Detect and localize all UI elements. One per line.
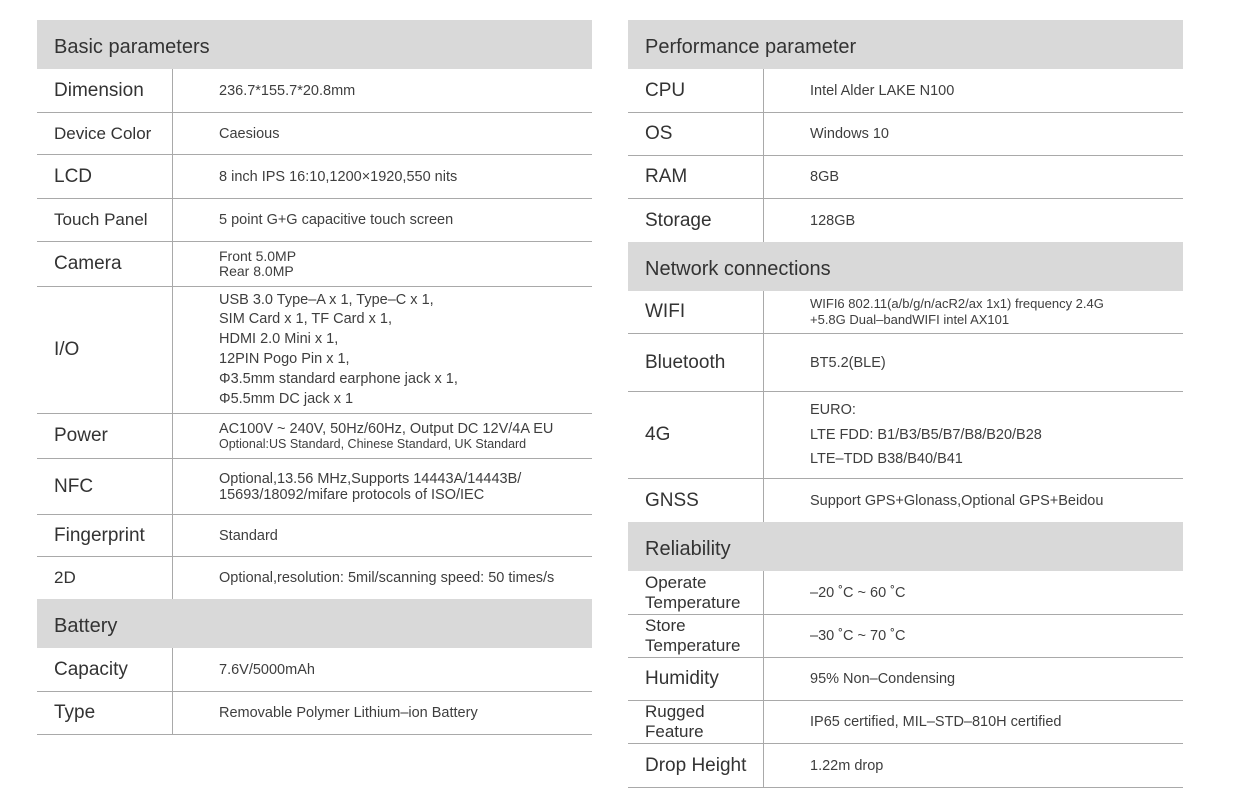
- section-header-performance-parameter: Performance parameter: [628, 20, 1183, 69]
- spec-label: I/O: [37, 287, 173, 413]
- spec-value: USB 3.0 Type–A x 1, Type–C x 1, SIM Card x 1, TF Card x 1, HDMI 2.0 Mini x 1, 12PIN Pogo Pin x 1, Φ3.5mm standard earphone jack x 1, Φ5.5mm DC jack x 1: [219, 291, 458, 407]
- spec-value: 95% Non–Condensing: [810, 671, 956, 687]
- spec-row-power: [37, 414, 592, 459]
- spec-label: 4G: [628, 392, 764, 478]
- spec-row-cpu: [628, 69, 1183, 113]
- spec-row-drop-height: [628, 744, 1183, 788]
- spec-label: WIFI: [628, 291, 764, 333]
- spec-value: 236.7*155.7*20.8mm: [219, 82, 356, 99]
- spec-row-wifi: [628, 291, 1183, 334]
- spec-value: 128GB: [810, 212, 856, 229]
- spec-row-4g: [628, 392, 1183, 479]
- spec-value: 1.22m drop: [810, 757, 884, 774]
- spec-row-storage: [628, 199, 1183, 242]
- spec-row-type: [37, 692, 592, 735]
- section-header-reliability: Reliability: [628, 522, 1183, 571]
- spec-value: 5 point G+G capacitive touch screen: [219, 212, 454, 228]
- spec-row-operate-temperature: [628, 571, 1183, 615]
- right-spec-column: [628, 20, 1183, 788]
- spec-label: RAM: [628, 156, 764, 198]
- spec-row-rugged-feature: [628, 701, 1183, 744]
- section-header-network-connections: Network connections: [628, 242, 1183, 291]
- spec-row-gnss: [628, 479, 1183, 522]
- spec-row-bluetooth: [628, 334, 1183, 392]
- spec-value: Optional,13.56 MHz,Supports 14443A/14443B/ 15693/18092/mifare protocols of ISO/IEC: [219, 470, 522, 503]
- spec-value: Windows 10: [810, 126, 889, 142]
- spec-label: Device Color: [37, 113, 173, 154]
- spec-label: NFC: [37, 459, 173, 514]
- spec-row-2d: [37, 557, 592, 599]
- spec-value: 8GB: [810, 169, 840, 185]
- spec-label: GNSS: [628, 479, 764, 522]
- spec-label: Drop Height: [628, 744, 764, 787]
- spec-value: IP65 certified, MIL–STD–810H certified: [810, 714, 1062, 730]
- spec-row-humidity: [628, 658, 1183, 701]
- spec-value: BT5.2(BLE): [810, 354, 886, 371]
- spec-value: Standard: [219, 527, 278, 544]
- spec-row-nfc: [37, 459, 592, 515]
- spec-label: Camera: [37, 242, 173, 286]
- spec-row-fingerprint: [37, 515, 592, 557]
- spec-label: 2D: [37, 557, 173, 599]
- spec-row-store-temperature: [628, 615, 1183, 658]
- spec-row-device-color: [37, 113, 592, 155]
- spec-value: 8 inch IPS 16:10,1200×1920,550 nits: [219, 168, 458, 185]
- spec-label: OS: [628, 113, 764, 155]
- spec-label: Bluetooth: [628, 334, 764, 391]
- spec-value: Optional,resolution: 5mil/scanning speed: 50 times/s: [219, 570, 555, 586]
- spec-value: Front 5.0MP Rear 8.0MP: [219, 248, 297, 279]
- spec-row-camera: [37, 242, 592, 287]
- spec-label: Type: [37, 692, 173, 734]
- spec-label: Operate Temperature: [628, 571, 764, 614]
- spec-value: Intel Alder LAKE N100: [810, 82, 955, 99]
- spec-label: LCD: [37, 155, 173, 198]
- spec-label: Store Temperature: [628, 615, 764, 657]
- spec-value: –20 ˚C ~ 60 ˚C: [810, 584, 906, 601]
- spec-label: Touch Panel: [37, 199, 173, 241]
- spec-row-os: [628, 113, 1183, 156]
- spec-value: Removable Polymer Lithium–ion Battery: [219, 705, 478, 721]
- spec-value: AC100V ~ 240V, 50Hz/60Hz, Output DC 12V/4A EU Optional:US Standard, Chinese Standard, UK Standard: [219, 421, 554, 451]
- spec-label: Dimension: [37, 69, 173, 112]
- spec-row-touch-panel: [37, 199, 592, 242]
- spec-label: Humidity: [628, 658, 764, 700]
- spec-label: Rugged Feature: [628, 701, 764, 743]
- section-header-basic-parameters: Basic parameters: [37, 20, 592, 69]
- spec-value: Support GPS+Glonass,Optional GPS+Beidou: [810, 492, 1104, 509]
- spec-row-ram: [628, 156, 1183, 199]
- spec-value: WIFI6 802.11(a/b/g/n/acR2/ax 1x1) frequency 2.4G +5.8G Dual–bandWIFI intel AX101: [810, 296, 1104, 327]
- section-header-battery: Battery: [37, 599, 592, 648]
- spec-value: Caesious: [219, 125, 280, 142]
- spec-row-dimension: [37, 69, 592, 113]
- spec-label: Power: [37, 414, 173, 458]
- spec-value: –30 ˚C ~ 70 ˚C: [810, 628, 906, 644]
- left-spec-column: [37, 20, 592, 735]
- spec-row-capacity: [37, 648, 592, 692]
- spec-label: CPU: [628, 69, 764, 112]
- spec-value: EURO: LTE FDD: B1/B3/B5/B7/B8/B20/B28 LTE–TDD B38/B40/B41: [810, 402, 1042, 468]
- spec-row-io: [37, 287, 592, 414]
- spec-value: 7.6V/5000mAh: [219, 661, 315, 678]
- spec-label: Fingerprint: [37, 515, 173, 556]
- spec-label: Storage: [628, 199, 764, 242]
- spec-label: Capacity: [37, 648, 173, 691]
- spec-row-lcd: [37, 155, 592, 199]
